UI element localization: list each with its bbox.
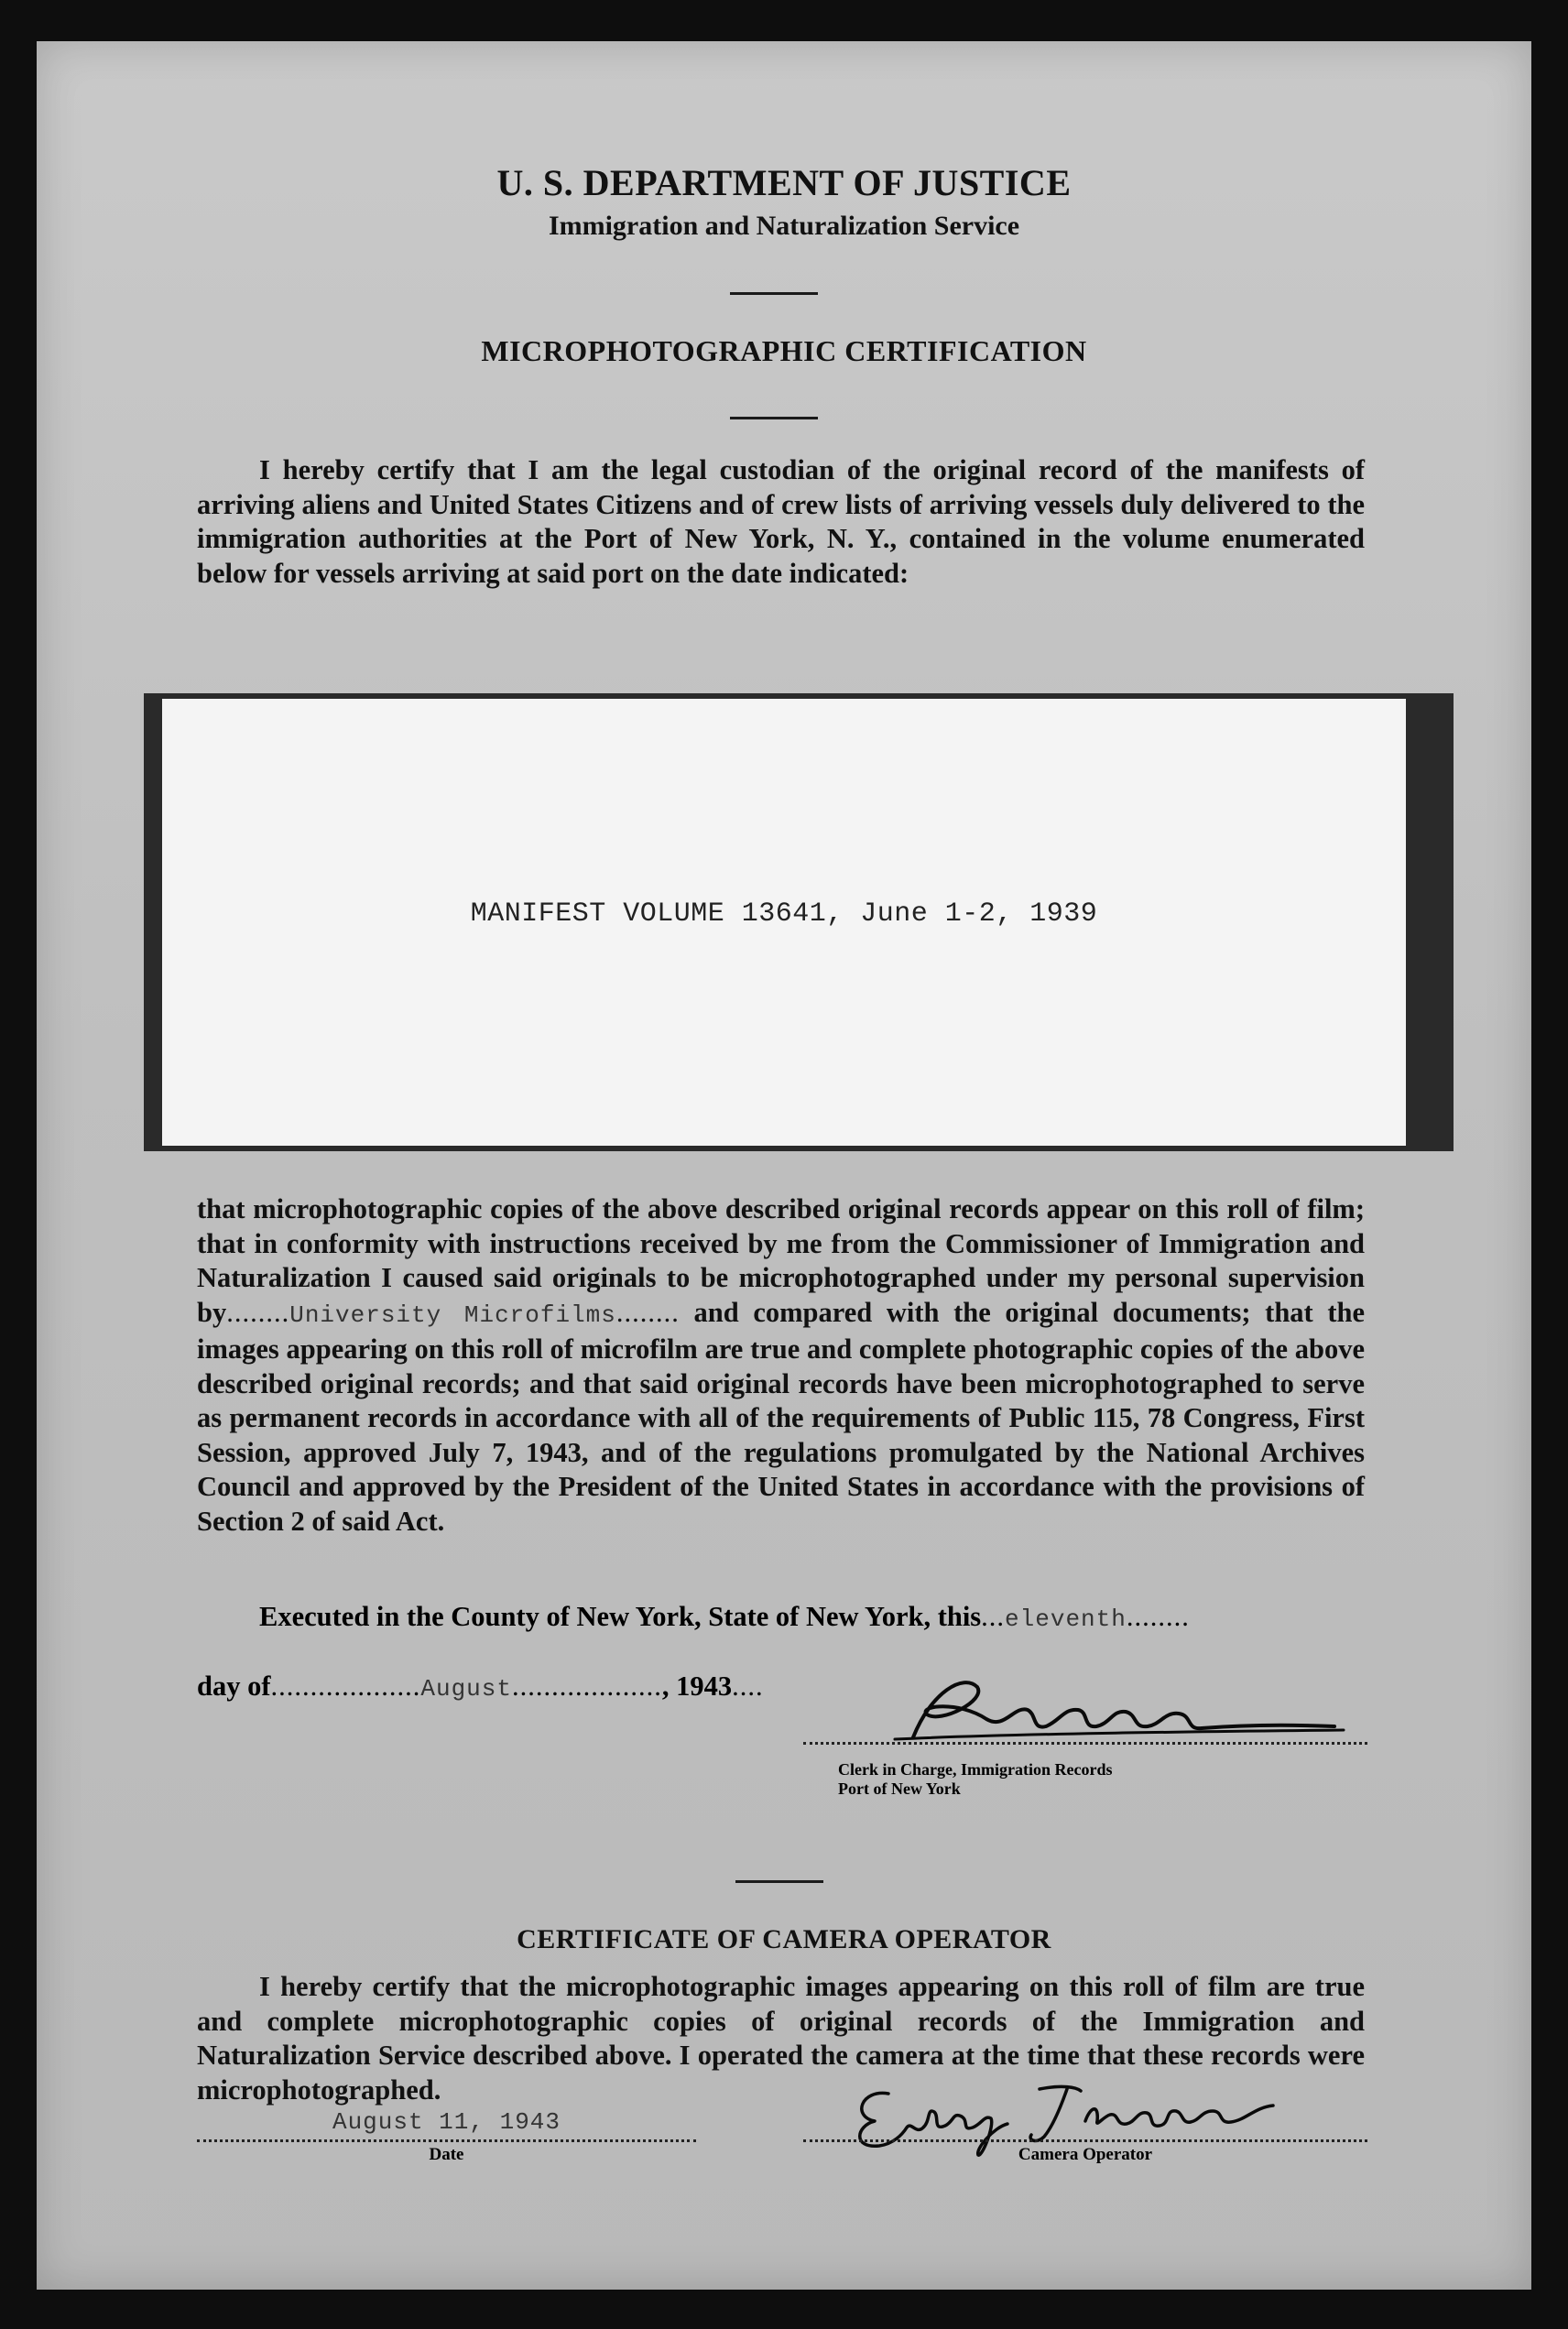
- certificate-sheet: [37, 41, 1531, 2290]
- body-paragraph: [197, 1192, 1365, 1539]
- manifest-volume-label: MANIFEST VOLUME 13641, June 1-2, 1939: [470, 898, 1098, 930]
- camera-certificate-title: CERTIFICATE OF CAMERA OPERATOR: [517, 1924, 1051, 1954]
- operator-signature-line: [803, 2139, 1367, 2142]
- dotted-leader: ........: [615, 1296, 680, 1328]
- clerk-signature: [877, 1673, 1353, 1747]
- manifest-label-strip: [144, 693, 1454, 1151]
- clerk-title: Clerk in Charge, Immigration Records: [838, 1760, 1113, 1779]
- execution-line: [197, 1601, 1365, 1633]
- service-subtitle: Immigration and Naturalization Service: [548, 211, 1020, 241]
- execution-year: , 1943: [661, 1671, 733, 1702]
- divider: [730, 417, 818, 419]
- execution-day: eleventh: [1005, 1605, 1127, 1633]
- camera-certificate-paragraph: I hereby certify that the microphotographic images appearing on this roll of film are true and complete microphotographic copies of original records of the Immigration and Naturalization Service described above. I operated the camera at the time that these records were microphotographed.: [197, 1971, 1365, 2106]
- camera-operator-label: Camera Operator: [1018, 2145, 1153, 2164]
- dotted-leader: ........: [226, 1296, 290, 1328]
- dotted-leader: ...: [981, 1601, 1006, 1632]
- date-field-line: [197, 2106, 696, 2142]
- divider: [730, 292, 818, 295]
- manifest-label-paper: [162, 699, 1406, 1146]
- certification-title: MICROPHOTOGRAPHIC CERTIFICATION: [481, 334, 1087, 367]
- execution-prefix: Executed in the County of New York, State of New York, this: [259, 1601, 982, 1632]
- dotted-leader: ....: [732, 1671, 764, 1702]
- date-label: Date: [429, 2145, 464, 2164]
- divider: [735, 1880, 823, 1883]
- dotted-leader: ...................: [512, 1671, 662, 1702]
- clerk-signature-caption: [838, 1760, 1112, 1799]
- intro-paragraph: I hereby certify that I am the legal custodian of the original record of the manifests of arriving aliens and United States Citizens and of crew lists of arriving vessels duly delivered to the immigration authorities at the Port of New York, N. Y., contained in the volume enumerated below for vessels arriving at said port on the date indicated:: [197, 454, 1365, 589]
- body-text-part2: and compared with the original documents; that the images appearing on this roll of microfilm are true and complete photographic copies of the above described original records; and that said original records have been microphotographed to serve as permanent records in accordance with all of the requirements of Public 115, 78 Congress, First Session, approved July 7, 1943, and of the regulations promulgated by the National Archives Council and approved by the President of the United States in accordance with the provisions of Section 2 of said Act.: [197, 1296, 1365, 1537]
- supervisor-name: University Microfilms: [289, 1301, 616, 1329]
- execution-month: August: [420, 1675, 512, 1703]
- day-of-label: day of: [197, 1671, 271, 1702]
- dotted-leader: ...................: [270, 1671, 421, 1702]
- dotted-leader: ........: [1126, 1601, 1190, 1632]
- date-line: [197, 1671, 764, 1703]
- camera-date: August 11, 1943: [332, 2108, 561, 2136]
- department-title: U. S. DEPARTMENT OF JUSTICE: [496, 162, 1072, 203]
- body-text-part1: that microphotographic copies of the above described original records appear on this roll of film; that in conformity with instructions received by me from the Commissioner of Immigration and Naturalization I caused said originals to be microphotographed under my personal supervision by: [197, 1193, 1365, 1328]
- clerk-port: Port of New York: [838, 1779, 961, 1798]
- clerk-signature-line: [803, 1742, 1367, 1745]
